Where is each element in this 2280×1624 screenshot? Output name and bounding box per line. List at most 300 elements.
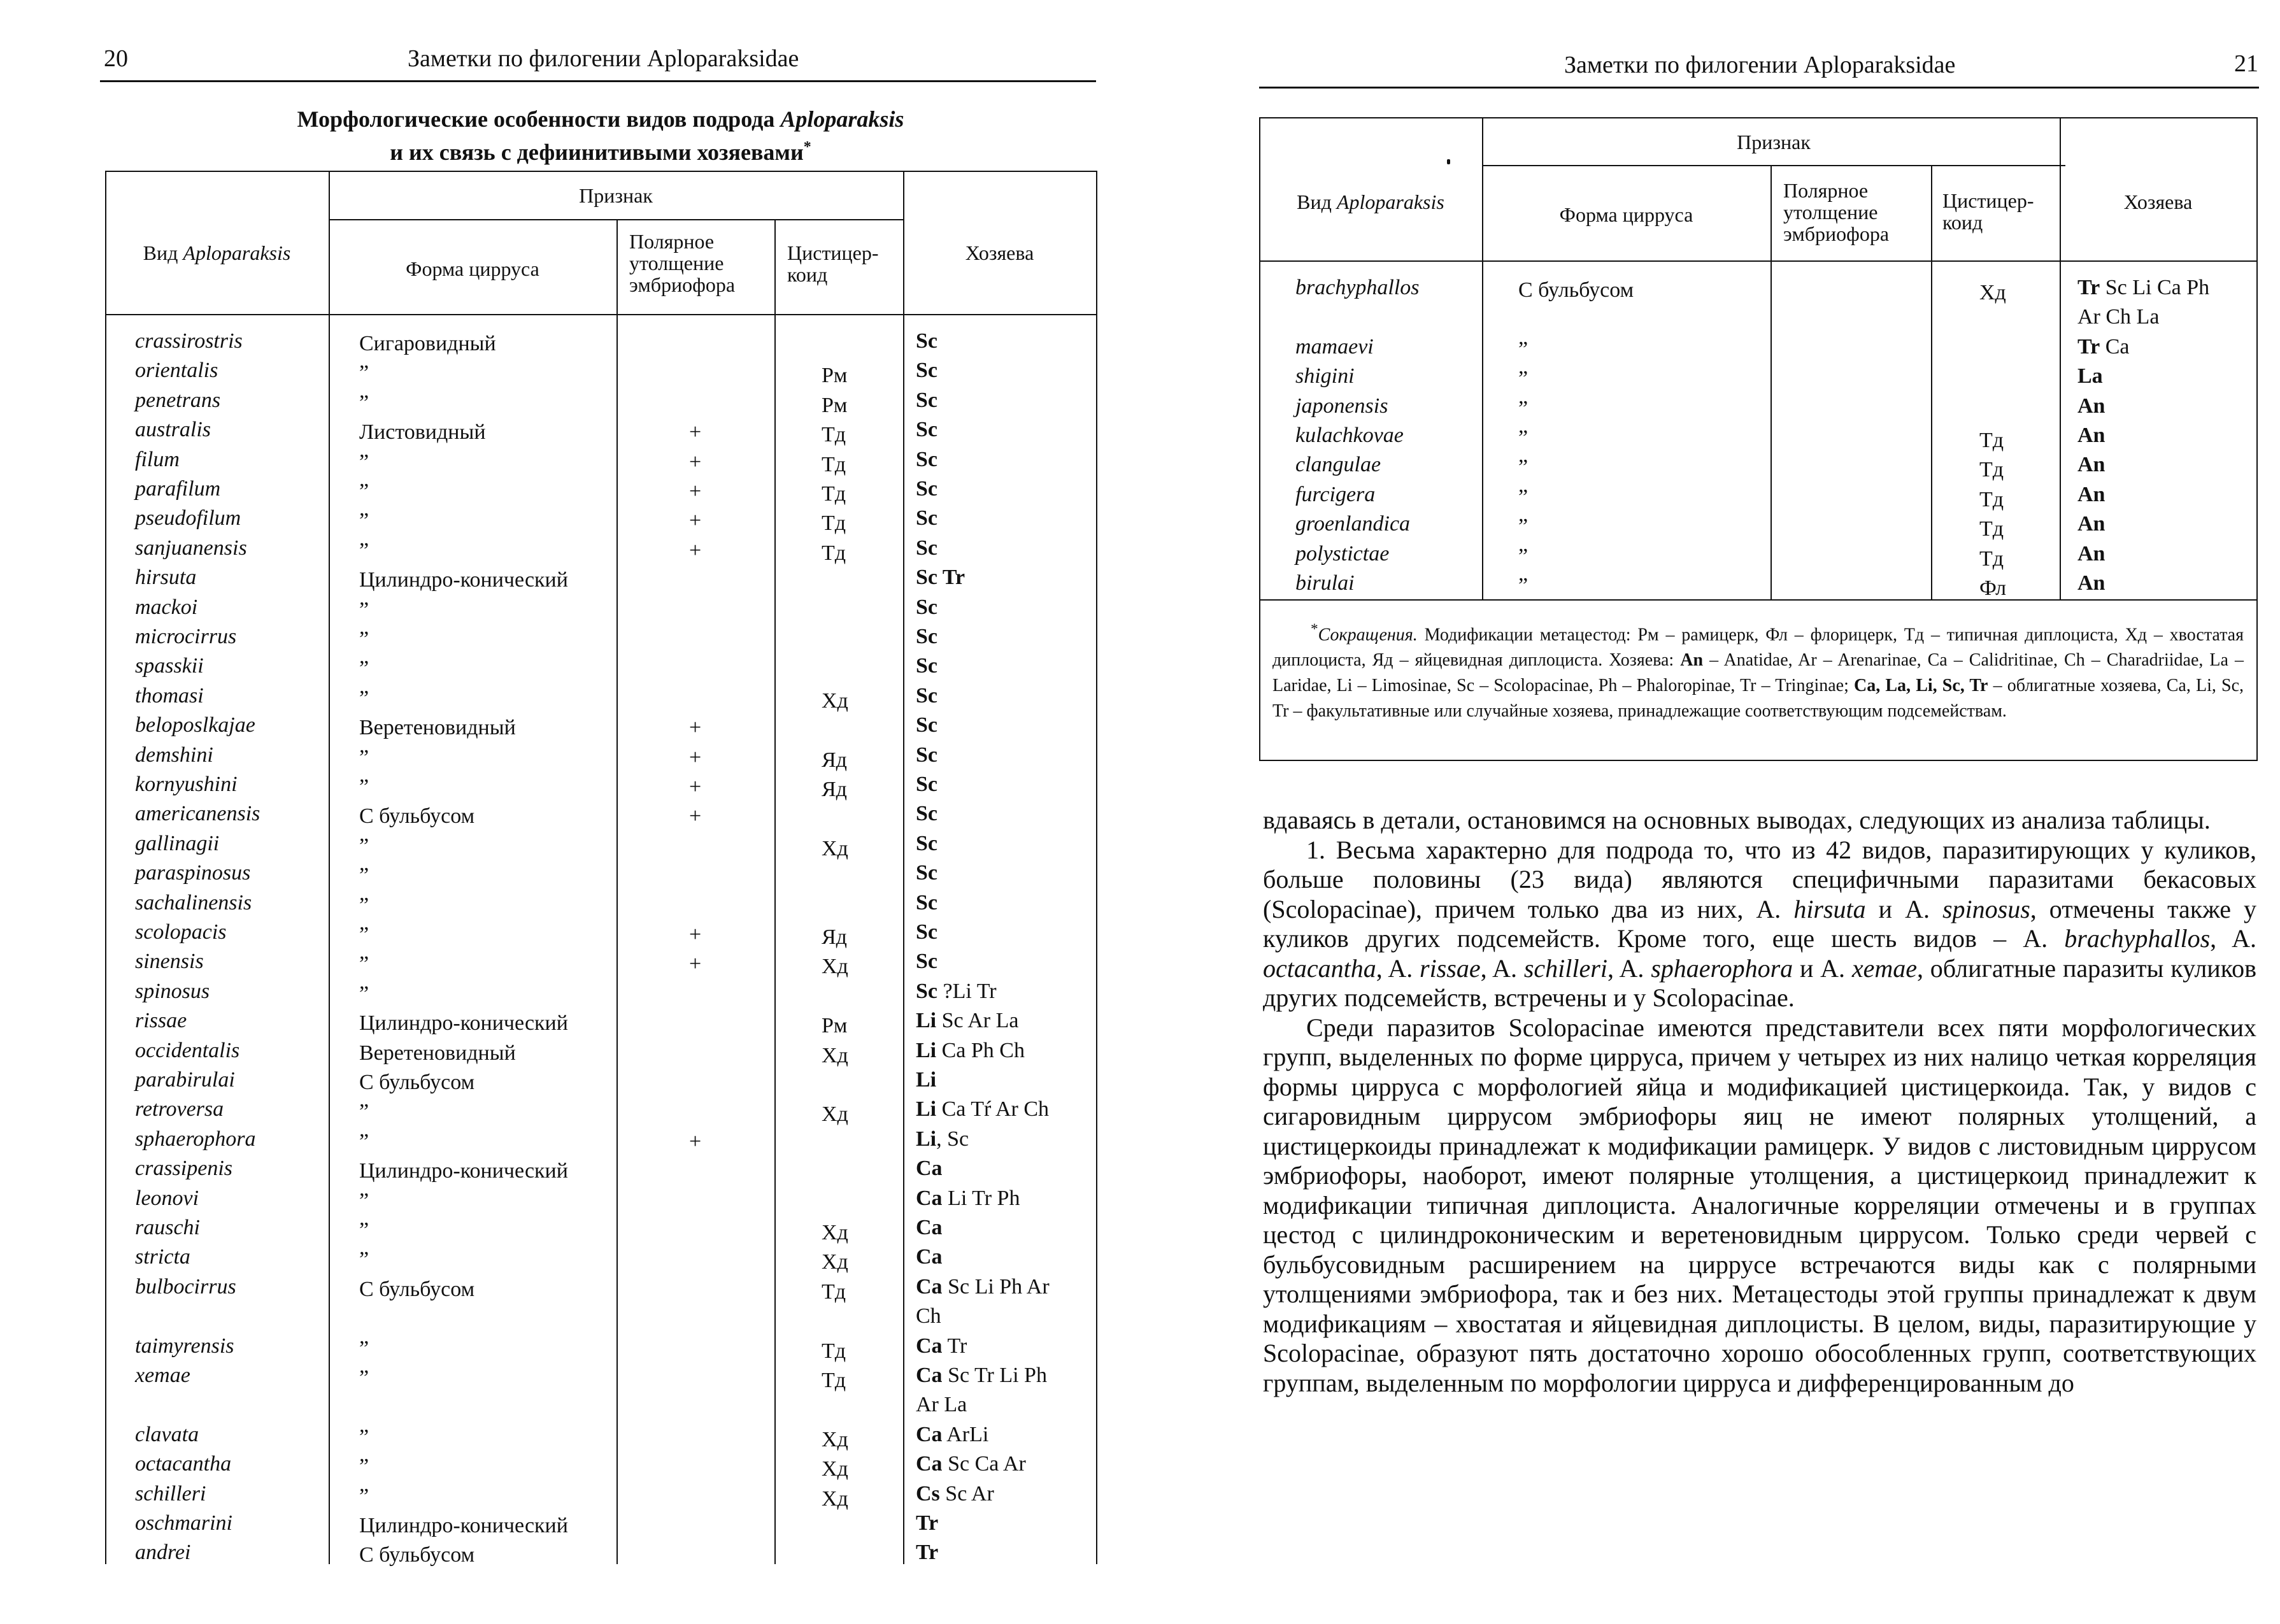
host-secondary: Ca Tŕ Ar Ch	[936, 1097, 1050, 1122]
footnote-text: An	[1680, 650, 1704, 671]
cirrus-form: Листовидный	[359, 420, 486, 445]
host-primary: Sc	[916, 743, 937, 767]
polar-thickening: +	[689, 538, 702, 562]
host-secondary: Sc Li Ph Ar	[942, 1274, 1050, 1299]
header-species-label: Вид	[1297, 190, 1337, 213]
cysticercoid-type: Хд	[822, 1221, 848, 1244]
species-name: sinensis	[135, 950, 204, 974]
header-hosts: Хозяева	[2123, 190, 2193, 213]
hosts	[916, 947, 937, 976]
species-name: retroversa	[135, 1097, 224, 1122]
header-cyst-line: Цистицер-	[1942, 189, 2034, 212]
species-name: taimyrensis	[135, 1334, 234, 1358]
footnote-text: Ca, La, Li, Sc, Tr	[1854, 676, 1988, 696]
hosts	[916, 829, 937, 858]
cysticercoid-type: Яд	[822, 925, 847, 949]
header-species-genus: Aploparaksis	[1336, 190, 1444, 213]
species-name: groenlandica	[1295, 512, 1411, 536]
hosts	[916, 386, 937, 415]
species-name: schilleri	[135, 1481, 206, 1506]
hosts	[916, 563, 965, 592]
cysticercoid-type: Хд	[822, 955, 848, 979]
paragraph-text: , A.	[1376, 953, 1420, 983]
header-polar-line: Полярное	[1783, 179, 1869, 202]
species-name: brachyphallos	[1295, 276, 1420, 299]
cirrus-form: Веретеновидный	[359, 716, 516, 740]
species-name: octacantha	[135, 1452, 232, 1476]
cirrus-form: ”	[359, 686, 369, 710]
cysticercoid-type: Хд	[822, 688, 848, 713]
cysticercoid-type: Яд	[822, 748, 847, 772]
cirrus-form: ”	[359, 745, 369, 769]
host-primary: An	[2077, 541, 2105, 566]
body-text	[1263, 806, 2256, 1398]
hosts	[916, 1538, 938, 1567]
species-name: clangulae	[1295, 453, 1381, 477]
species-name: xemae	[135, 1364, 190, 1387]
species-name: spinosus	[135, 979, 210, 1003]
cirrus-form: ”	[359, 952, 369, 976]
species-name: bulbocirrus	[135, 1274, 236, 1299]
host-primary: Sc	[916, 388, 937, 412]
header-species-label: Вид	[143, 241, 183, 264]
running-head-left: Заметки по филогении Aploparaksidae	[408, 45, 799, 72]
polar-thickening: +	[689, 450, 702, 474]
header-polar-thickening	[1783, 180, 1927, 245]
cirrus-form: Цилиндро-конический	[359, 1159, 568, 1183]
header-species-genus: Aploparaksis	[183, 241, 291, 264]
footnote-mark: *	[1311, 621, 1318, 637]
host-secondary: Sc Li Ca Ph	[2100, 276, 2210, 299]
hosts	[916, 474, 937, 504]
cirrus-form: ”	[359, 893, 369, 917]
hosts	[2077, 273, 2209, 303]
species-name: oschmarini	[135, 1511, 232, 1535]
paragraph-text: вдаваясь в детали, остановимся на основных выводах, следующих из анализа таблицы.	[1263, 806, 2211, 834]
hosts	[916, 770, 937, 799]
hosts	[2077, 569, 2105, 598]
cirrus-form: ”	[359, 981, 369, 1006]
species-reference: sphaerophora	[1651, 953, 1793, 983]
hosts	[916, 1125, 969, 1154]
host-primary: An	[2077, 571, 2105, 595]
hosts	[916, 1065, 936, 1095]
cirrus-form: ”	[359, 1248, 369, 1272]
species-name: leonovi	[135, 1186, 199, 1210]
hosts	[916, 1006, 1018, 1036]
table-left-border	[1259, 117, 1260, 761]
host-primary: Sc	[916, 831, 937, 855]
hosts	[916, 1095, 1049, 1124]
host-primary: Sc	[916, 979, 937, 1003]
cirrus-form: ”	[359, 1425, 369, 1449]
cirrus-form: ”	[359, 450, 369, 474]
host-secondary: Sc Ar	[939, 1481, 994, 1506]
col-divider	[1482, 117, 1483, 599]
cirrus-form: ”	[1518, 574, 1528, 597]
hosts	[916, 1361, 1047, 1390]
species-reference: octacantha	[1263, 953, 1376, 983]
cirrus-form: ”	[359, 923, 369, 946]
hosts	[916, 977, 997, 1006]
species-name: kulachkovae	[1295, 424, 1404, 447]
cysticercoid-type: Хд	[822, 1486, 848, 1511]
species-name: polystictae	[1295, 541, 1390, 566]
footnote-text: – Anatidae, Ar – Arenarinae, Ca – Calidritinae, Ch – Charadriidae, La – Laridae, Li – Limosinae, Sc – Scolopacinae, Ph – Phaloropinae, Tr – Tringinae;	[1272, 650, 2244, 696]
cysticercoid-type: Тд	[1979, 458, 2004, 482]
page-number-right: 21	[2234, 50, 2258, 77]
caption-line1: Морфологические особенности видов подрода	[297, 106, 781, 132]
cysticercoid-type: Хд	[822, 1250, 848, 1274]
hosts	[916, 1036, 1025, 1065]
cysticercoid-type: Хд	[1979, 281, 2006, 304]
col-divider	[329, 171, 330, 1564]
hosts	[916, 356, 937, 385]
header-cyst-line: коид	[1942, 211, 1983, 234]
hosts	[2077, 509, 2105, 539]
print-speck	[1447, 159, 1450, 164]
header-feature-group: Признак	[1737, 131, 1811, 153]
species-name: japonensis	[1295, 394, 1388, 418]
species-name: kornyushini	[135, 773, 238, 796]
cirrus-form: ”	[359, 1366, 369, 1390]
host-primary: An	[2077, 424, 2105, 447]
host-secondary: , Sc	[936, 1127, 969, 1151]
species-name: pseudofilum	[135, 506, 241, 531]
hosts	[2077, 539, 2105, 569]
cysticercoid-type: Рм	[822, 393, 848, 417]
host-primary: Sc	[916, 890, 937, 915]
header-cysticercoid	[1942, 190, 2057, 233]
host-secondary: ArLi	[942, 1422, 989, 1446]
species-reference: xemae	[1851, 953, 1917, 983]
species-name: parafilum	[135, 477, 221, 501]
col-divider	[616, 219, 618, 1564]
cysticercoid-type: Тд	[1979, 546, 2004, 571]
header-hosts: Хозяева	[965, 241, 1034, 264]
header-cysticercoid	[787, 242, 902, 285]
polar-thickening: +	[689, 480, 702, 503]
polar-thickening: +	[689, 923, 702, 946]
species-name: microcirrus	[135, 625, 237, 648]
hosts	[916, 799, 937, 829]
species-name: birulai	[1295, 571, 1355, 595]
host-secondary: ?Li Tr	[937, 979, 997, 1003]
col-divider	[2060, 117, 2061, 599]
host-primary: Tr	[916, 1511, 939, 1535]
hosts	[916, 858, 937, 888]
cirrus-form: ”	[359, 390, 369, 415]
species-name: sachalinensis	[135, 890, 252, 915]
subheader-border	[329, 219, 903, 220]
species-name: furcigera	[1295, 482, 1376, 506]
cysticercoid-type: Хд	[822, 1102, 848, 1127]
cirrus-form: ”	[1518, 544, 1528, 568]
header-polar-line: утолщение	[1783, 201, 1878, 224]
hosts	[916, 1479, 994, 1509]
cirrus-form: Цилиндро-конический	[359, 568, 568, 592]
host-primary: Sc	[916, 477, 937, 501]
paragraph-text: 1. Весьма характерно для подрода то, что из 42 видов, паразитирующих у куликов, больше половины (23 вида) являются специфичными паразитами бекасовых (Scolopacinae), причем только два из них, A.	[1263, 835, 2256, 923]
host-primary: An	[2077, 512, 2105, 536]
subheader-border	[1482, 165, 2065, 166]
host-primary: Li	[916, 1127, 937, 1151]
cysticercoid-type: Тд	[822, 423, 846, 447]
cysticercoid-type: Тд	[1979, 517, 2004, 541]
cirrus-form: ”	[359, 627, 369, 651]
species-reference: schilleri	[1523, 953, 1607, 983]
host-primary: Ca	[916, 1422, 943, 1446]
host-primary: Tr	[2077, 334, 2100, 359]
paragraph-text: Среди паразитов Scolopacinae имеются представители всех пяти морфологических групп, выделенных по форме цирруса, причем у четырех из них налицо четкая корреляция формы цирруса с морфологией яйца и модификацией цистицеркоида. Так, у видов с сигаровидным циррусом эмбриофоры яиц не имеют полярных утолщений, а цистицеркоиды принадлежат к модификации рамицерк. У видов с листовидным циррусом эмбриофоры, наоборот, имеют полярные утолщения, а цистицеркоид принадлежит к модификации типичная диплоциста. Аналогичные корреляции отмечены и в группах цестод с цилиндроконическим и веретеновидным циррусом. Только среди червей с бульбусовидным расширением на циррусе встречаются виды как с полярными утолщениями эмбриофора, так и без них. Метацестоды этой группы принадлежат к двум модификациям – хвостатая и яйцевидная диплоцисты. В целом, виды, паразитирующие у Scolopacinae, образуют пять достаточно хорошо обособленных групп, соответствующих группам, выделенным по морфологии цирруса и дифференцированным до	[1263, 1013, 2256, 1397]
hosts	[2077, 480, 2105, 509]
cirrus-form: ”	[359, 361, 369, 385]
host-primary: Sc	[916, 536, 937, 560]
cysticercoid-type: Хд	[822, 1043, 848, 1067]
table-right-border	[2256, 117, 2258, 761]
hosts	[916, 445, 937, 474]
hosts-continued: Ar La	[916, 1393, 967, 1417]
header-cirrus-form: Форма цирруса	[1559, 203, 1693, 226]
polar-thickening: +	[689, 952, 702, 976]
col-divider	[774, 219, 776, 1564]
polar-thickening: +	[689, 509, 702, 533]
paragraph	[1263, 806, 2256, 836]
running-head-right: Заметки по филогении Aploparaksidae	[1564, 52, 1956, 78]
host-secondary: Tr	[942, 1334, 967, 1358]
hosts	[2077, 362, 2103, 391]
table-top-border	[1259, 117, 2258, 118]
host-primary: An	[2077, 453, 2105, 477]
hosts	[916, 1332, 967, 1361]
header-polar-thickening	[629, 231, 769, 296]
host-primary: Li	[916, 1009, 937, 1033]
paragraph-text: и A.	[1865, 894, 1942, 923]
cirrus-form: С бульбусом	[1518, 278, 1634, 302]
cirrus-form: ”	[1518, 515, 1528, 539]
host-primary: Sc	[916, 773, 937, 796]
host-primary: Ca	[916, 1245, 943, 1269]
species-reference: rissae	[1420, 953, 1481, 983]
table-left-border	[105, 171, 106, 1564]
host-primary: Ca	[916, 1274, 943, 1299]
species-name: andrei	[135, 1541, 191, 1565]
header-bottom-border	[105, 314, 1097, 315]
paragraph-text: , A.	[1607, 953, 1651, 983]
cirrus-form: ”	[359, 1484, 369, 1508]
host-primary: Cs	[916, 1481, 940, 1506]
species-reference: spinosus	[1942, 894, 2030, 923]
col-divider	[903, 171, 904, 1564]
hosts	[916, 534, 937, 563]
host-primary: Sc	[916, 359, 937, 383]
footnote-box-bottom	[1259, 760, 2258, 761]
hosts	[916, 888, 937, 918]
species-name: gallinagii	[135, 831, 220, 855]
hosts	[916, 1420, 988, 1449]
paragraph-text: , A.	[2210, 924, 2256, 953]
species-name: penetrans	[135, 388, 221, 412]
hosts	[916, 711, 937, 740]
host-secondary: Ca Ph Ch	[936, 1038, 1025, 1062]
hosts	[2077, 450, 2105, 480]
cysticercoid-type: Рм	[822, 1014, 848, 1038]
host-primary: An	[2077, 394, 2105, 418]
hosts	[916, 1213, 943, 1243]
paragraph-text: , облигатные паразиты куликов других подсемейств, встречены и у Scolopacinae.	[1263, 953, 2256, 1012]
cirrus-form: Цилиндро-конический	[359, 1514, 568, 1537]
cysticercoid-type: Хд	[822, 1457, 848, 1481]
header-species	[1259, 191, 1482, 213]
species-name: occidentalis	[135, 1038, 240, 1062]
cirrus-form: ”	[1518, 337, 1528, 361]
cysticercoid-type: Хд	[822, 1427, 848, 1451]
host-primary: Sc	[916, 595, 937, 619]
hosts	[916, 1184, 1020, 1213]
host-secondary: Sc Ca Ar	[942, 1452, 1026, 1476]
cysticercoid-type: Тд	[822, 511, 846, 536]
hosts	[916, 1449, 1026, 1479]
cirrus-form: С бульбусом	[359, 1071, 475, 1094]
cirrus-form: ”	[359, 1336, 369, 1360]
host-secondary: Sc Ar La	[936, 1009, 1019, 1033]
cirrus-form: ”	[359, 480, 369, 503]
hosts	[916, 504, 937, 533]
host-primary: Tr	[916, 1541, 939, 1565]
cysticercoid-type: Тд	[822, 541, 846, 565]
cysticercoid-type: Тд	[1979, 429, 2004, 452]
species-name: beloposlkajae	[135, 713, 255, 737]
host-secondary: Ca	[2100, 334, 2130, 359]
host-secondary: Li Tr Ph	[942, 1186, 1020, 1210]
species-name: sphaerophora	[135, 1127, 256, 1151]
species-name: demshini	[135, 743, 213, 767]
species-name: rauschi	[135, 1216, 200, 1239]
species-name: crassipenis	[135, 1157, 232, 1181]
host-primary: Li	[916, 1038, 937, 1062]
cirrus-form: С бульбусом	[359, 804, 475, 829]
species-name: spasskii	[135, 654, 204, 678]
hosts	[2077, 392, 2105, 421]
header-rule-left	[100, 80, 1096, 82]
host-primary: Ca	[916, 1186, 943, 1210]
host-primary: Ca	[916, 1157, 943, 1181]
cirrus-form: ”	[359, 1100, 369, 1124]
paragraph-text: , отмечены также у куликов других подсемейств. Кроме того, еще шесть видов – A.	[1263, 894, 2257, 953]
host-primary: Sc	[916, 654, 937, 678]
polar-thickening: +	[689, 745, 702, 769]
hosts	[916, 593, 937, 622]
cirrus-form: ”	[359, 538, 369, 562]
species-name: thomasi	[135, 683, 204, 708]
header-cirrus-form: Форма цирруса	[406, 257, 539, 280]
species-name: scolopacis	[135, 920, 227, 944]
header-polar-line: утолщение	[629, 252, 724, 274]
hosts	[916, 1154, 943, 1183]
polar-thickening: +	[689, 716, 702, 740]
paragraph	[1263, 836, 2256, 1013]
cirrus-form: ”	[359, 1455, 369, 1479]
polar-thickening: +	[689, 775, 702, 799]
paragraph-text: , A.	[1480, 953, 1524, 983]
hosts	[2077, 421, 2105, 450]
cysticercoid-type: Рм	[822, 364, 848, 388]
cysticercoid-type: Тд	[822, 1279, 846, 1304]
footnote-label: Сокращения.	[1318, 625, 1418, 645]
host-primary: Sc	[916, 950, 937, 974]
page-number-left: 20	[104, 45, 128, 72]
host-primary: Sc	[916, 802, 937, 826]
cysticercoid-type: Тд	[822, 482, 846, 506]
table-footnote	[1272, 616, 2244, 724]
species-name: hirsuta	[135, 566, 197, 590]
hosts	[916, 918, 937, 947]
host-primary: Sc	[916, 683, 937, 708]
caption-genus: Aploparaksis	[780, 106, 904, 132]
polar-thickening: +	[689, 804, 702, 829]
host-primary: Sc	[916, 418, 937, 442]
host-primary: Ca	[916, 1452, 943, 1476]
cirrus-form: ”	[359, 864, 369, 888]
cirrus-form: Веретеновидный	[359, 1041, 516, 1065]
col-divider	[1771, 165, 1772, 599]
species-name: orientalis	[135, 359, 218, 383]
header-rule-right	[1259, 87, 2259, 89]
host-primary: Sc Tr	[916, 566, 965, 590]
hosts	[916, 1243, 943, 1272]
host-primary: Sc	[916, 625, 937, 648]
col-divider	[1931, 165, 1932, 599]
host-primary: Sc	[916, 920, 937, 944]
host-primary: Ca	[916, 1364, 943, 1387]
hosts	[916, 1272, 1050, 1302]
cirrus-form: С бульбусом	[359, 1543, 475, 1567]
cirrus-form: ”	[1518, 426, 1528, 450]
caption-line2: и их связь с дефиинитивыми хозяевами	[390, 139, 804, 165]
cirrus-form: ”	[1518, 485, 1528, 509]
cirrus-form: ”	[1518, 455, 1528, 480]
hosts	[916, 1509, 938, 1538]
species-name: filum	[135, 447, 180, 471]
cysticercoid-type: Тд	[1979, 487, 2004, 511]
footnote-text: – облигатные хозяева, Ca, Li, Sc, Tr – факультативные или случайные хозяева, принадлежащие соответствующим подсемействам.	[1272, 676, 2244, 722]
table-top-border	[105, 171, 1097, 172]
hosts	[916, 415, 937, 445]
hosts-continued: Ch	[916, 1304, 941, 1328]
header-cyst-line: Цистицер-	[787, 241, 879, 264]
hosts	[916, 741, 937, 770]
host-primary: Ca	[916, 1334, 943, 1358]
host-secondary: Sc Tr Li Ph	[942, 1364, 1047, 1387]
header-polar-line: Полярное	[629, 230, 715, 253]
species-name: shigini	[1295, 364, 1355, 388]
hosts	[2077, 332, 2130, 362]
cirrus-form: ”	[359, 657, 369, 681]
hosts-continued: Ar Ch La	[2077, 305, 2160, 329]
cysticercoid-type: Тд	[822, 1369, 846, 1392]
paragraph-text: и A.	[1793, 953, 1852, 983]
host-primary: La	[2077, 364, 2103, 388]
host-primary: Li	[916, 1097, 937, 1122]
species-name: sanjuanensis	[135, 536, 247, 560]
cysticercoid-type: Фл	[1979, 576, 2007, 600]
species-name: paraspinosus	[135, 861, 251, 885]
species-name: americanensis	[135, 802, 260, 826]
cirrus-form: ”	[359, 597, 369, 622]
host-primary: Sc	[916, 861, 937, 885]
hosts	[916, 652, 937, 681]
table-right-border	[1096, 171, 1097, 1564]
